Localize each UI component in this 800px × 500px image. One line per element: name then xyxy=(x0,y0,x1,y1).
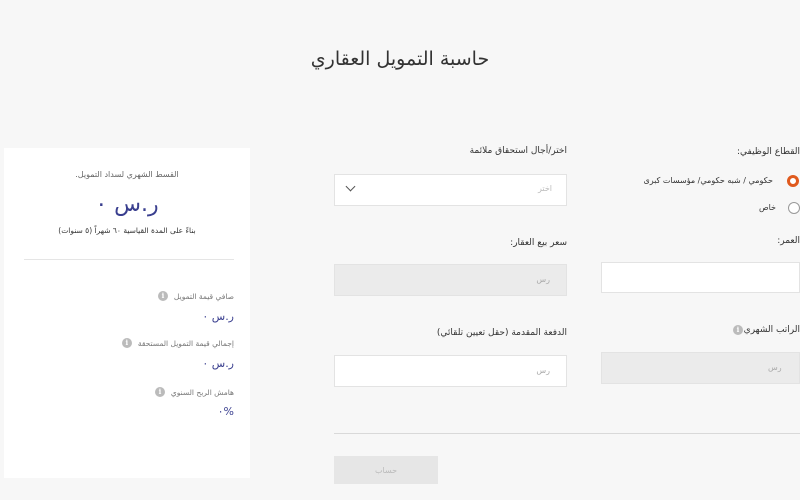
total-finance-value: ر.س ٠ xyxy=(202,357,234,370)
eligibility-label: اختر/أجال استحقاق ملائمة xyxy=(469,146,567,156)
annual-margin-value: %٠ xyxy=(217,405,234,418)
total-finance-label-text: إجمالي قيمة التمويل المستحقة xyxy=(137,338,234,348)
monthly-installment-amount: ر.س ٠ xyxy=(95,192,159,217)
down-payment-input[interactable] xyxy=(334,355,567,387)
annual-margin-label-text: هامش الربح السنوي xyxy=(170,387,234,397)
age-input[interactable] xyxy=(601,262,800,293)
card-divider xyxy=(24,259,234,260)
age-label: العمر: xyxy=(777,236,800,246)
down-payment-label: الدفعة المقدمة (حقل تعيين تلقائي) xyxy=(436,328,567,338)
salary-unit: رس xyxy=(768,363,782,372)
total-finance-label xyxy=(122,338,234,348)
salary-input[interactable] xyxy=(601,352,800,384)
eligibility-placeholder: اختر xyxy=(538,184,552,193)
sector-private-radio[interactable] xyxy=(788,202,800,214)
property-price-unit: رس xyxy=(536,275,550,284)
sector-government-label[interactable]: حكومي / شبه حكومي/ مؤسسات كبرى xyxy=(643,176,773,185)
calculate-button[interactable]: حساب xyxy=(334,456,438,484)
info-icon[interactable]: i xyxy=(733,325,743,335)
page-title: حاسبة التمويل العقاري xyxy=(310,48,490,70)
property-price-input[interactable] xyxy=(334,264,567,296)
net-finance-label-text: صافي قيمة التمويل xyxy=(173,291,234,301)
info-icon[interactable]: i xyxy=(155,387,165,397)
eligibility-select[interactable] xyxy=(334,174,567,206)
annual-margin-label xyxy=(155,387,234,397)
down-payment-unit: رس xyxy=(536,366,550,375)
monthly-installment-caption: القسط الشهري لسداد التمويل. xyxy=(75,170,179,179)
info-icon[interactable]: i xyxy=(122,338,132,348)
net-finance-value: ر.س ٠ xyxy=(202,310,234,323)
summary-card xyxy=(4,148,250,478)
duration-note: بناءً على المدة القياسية ٦٠ شهراً (٥ سنوات) xyxy=(58,226,196,235)
sector-government-radio[interactable] xyxy=(787,175,799,187)
salary-label: الراتب الشهري xyxy=(743,325,800,335)
form-divider xyxy=(334,433,800,434)
net-finance-label xyxy=(158,291,234,301)
property-price-label: سعر بيع العقار: xyxy=(510,238,567,248)
sector-private-label[interactable]: خاص xyxy=(758,203,776,212)
info-icon[interactable]: i xyxy=(158,291,168,301)
sector-label: القطاع الوظيفي: xyxy=(736,147,800,157)
chevron-down-icon xyxy=(346,182,356,192)
